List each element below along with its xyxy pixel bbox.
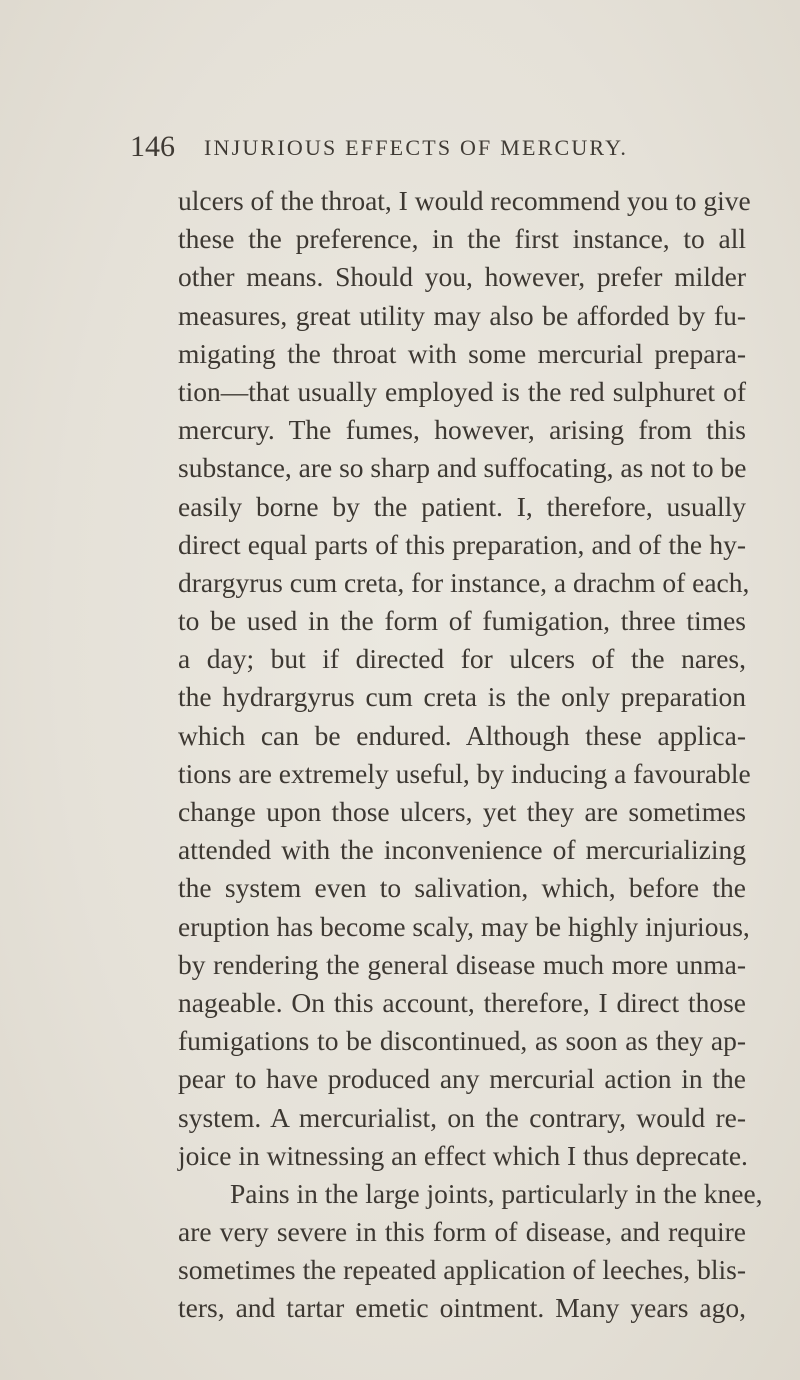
text-line: change upon those ulcers, yet they are sometimes <box>178 796 746 827</box>
text-line: the system even to salivation, which, before the <box>178 872 746 904</box>
text-line: direct equal parts of this preparation, and of the hy- <box>178 528 746 560</box>
text-line: by rendering the general disease much more unma- <box>178 948 746 980</box>
text-line: a day; but if directed for ulcers of the nares, <box>178 643 746 675</box>
text-line: migating the throat with some mercurial prepara- <box>178 337 746 369</box>
text-line: joice in witnessing an effect which I thus deprecate. <box>178 1139 748 1171</box>
text-line: ulcers of the throat, I would recommend you to give <box>178 185 751 216</box>
text-line: drargyrus cum creta, for instance, a drachm of each, <box>178 566 750 598</box>
text-line: to be used in the form of fumigation, three times <box>178 605 746 637</box>
text-line: system. A mercurialist, on the contrary, would re- <box>178 1101 746 1133</box>
text-line: tions are extremely useful, by inducing a favourable <box>178 757 751 789</box>
page-number: 146 <box>130 130 175 163</box>
text-line: these the preference, in the first instance, to all <box>178 223 746 255</box>
text-line: which can be endured. Although these applica- <box>178 719 746 751</box>
paragraph-start-line: Pains in the large joints, particularly in the knee, <box>230 1177 763 1209</box>
text-line: mercury. The fumes, however, arising from this <box>178 414 746 446</box>
text-line: are very severe in this form of disease, and require <box>178 1216 746 1248</box>
text-line: substance, are so sharp and suffocating, as not to be <box>178 452 747 484</box>
text-line: eruption has become scaly, may be highly injurious, <box>178 910 750 942</box>
text-line: easily borne by the patient. I, therefore, usually <box>178 490 746 522</box>
text-line: tion—that usually employed is the red sulphuret of <box>178 375 746 407</box>
text-line: sometimes the repeated application of leeches, blis- <box>178 1254 746 1286</box>
page-header <box>130 127 750 167</box>
text-line: attended with the inconvenience of mercurializing <box>178 834 746 866</box>
text-line: ters, and tartar emetic ointment. Many years ago, <box>178 1292 746 1324</box>
text-line: measures, great utility may also be afforded by fu- <box>178 299 746 331</box>
text-line: nageable. On this account, therefore, I direct those <box>178 986 746 1018</box>
text-line: pear to have produced any mercurial action in the <box>178 1063 746 1095</box>
text-line: the hydrargyrus cum creta is the only preparation <box>178 681 746 713</box>
text-line: fumigations to be discontinued, as soon as they ap- <box>178 1025 746 1057</box>
running-title: INJURIOUS EFFECTS OF MERCURY. <box>204 135 629 160</box>
body-text <box>178 182 763 1328</box>
text-line: other means. Should you, however, prefer milder <box>178 261 746 293</box>
